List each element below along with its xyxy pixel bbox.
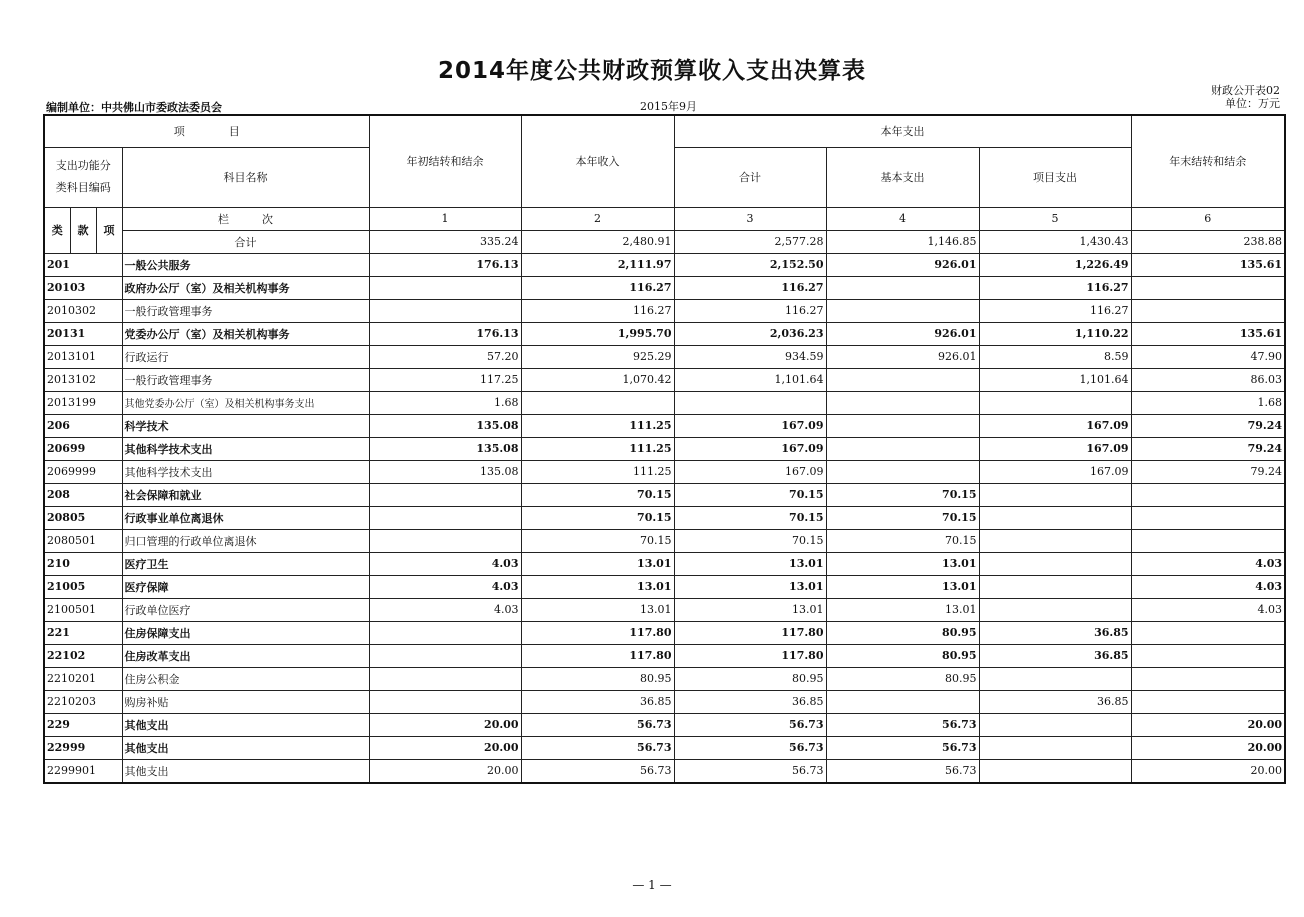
- row-value: [1131, 667, 1285, 690]
- row-value: 47.90: [1131, 345, 1285, 368]
- budget-table: [43, 114, 1286, 784]
- row-code: 2299901: [44, 759, 122, 783]
- row-value: 167.09: [674, 414, 826, 437]
- row-code: 20699: [44, 437, 122, 460]
- header-subject-name: 科目名称: [122, 147, 369, 207]
- col-num: 1: [369, 207, 521, 230]
- row-value: 116.27: [674, 276, 826, 299]
- row-code: 2210203: [44, 690, 122, 713]
- row-value: 70.15: [826, 483, 979, 506]
- row-value: 176.13: [369, 253, 521, 276]
- row-value: 20.00: [1131, 759, 1285, 783]
- row-value: 1.68: [1131, 391, 1285, 414]
- total-value: 238.88: [1131, 230, 1285, 253]
- row-value: 13.01: [826, 598, 979, 621]
- row-value: [826, 276, 979, 299]
- row-value: 36.85: [979, 690, 1131, 713]
- row-value: [826, 460, 979, 483]
- row-code: 210: [44, 552, 122, 575]
- row-value: [369, 667, 521, 690]
- col-num: 6: [1131, 207, 1285, 230]
- row-value: [979, 506, 1131, 529]
- row-value: [1131, 506, 1285, 529]
- row-value: [826, 391, 979, 414]
- row-value: 117.25: [369, 368, 521, 391]
- row-value: 56.73: [674, 713, 826, 736]
- total-value: 335.24: [369, 230, 521, 253]
- row-value: 13.01: [674, 598, 826, 621]
- row-value: 4.03: [1131, 598, 1285, 621]
- col-num: 4: [826, 207, 979, 230]
- row-value: 80.95: [826, 667, 979, 690]
- row-value: 167.09: [979, 414, 1131, 437]
- row-value: 116.27: [979, 276, 1131, 299]
- row-value: 20.00: [369, 736, 521, 759]
- row-code: 2013199: [44, 391, 122, 414]
- row-value: [826, 368, 979, 391]
- row-value: 135.61: [1131, 322, 1285, 345]
- table-row: [44, 506, 1285, 529]
- row-code: 2210201: [44, 667, 122, 690]
- row-subject-name: 行政运行: [122, 345, 369, 368]
- row-code: 2013101: [44, 345, 122, 368]
- row-code: 20805: [44, 506, 122, 529]
- table-row: [44, 529, 1285, 552]
- row-subject-name: 其他科学技术支出: [122, 437, 369, 460]
- table-row: [44, 667, 1285, 690]
- page-number: — 1 —: [632, 878, 672, 892]
- row-value: 167.09: [979, 460, 1131, 483]
- row-value: 116.27: [674, 299, 826, 322]
- row-value: 1,226.49: [979, 253, 1131, 276]
- row-code: 2100501: [44, 598, 122, 621]
- row-subject-name: 其他支出: [122, 713, 369, 736]
- row-value: 1,101.64: [979, 368, 1131, 391]
- row-value: 56.73: [826, 736, 979, 759]
- total-value: 2,480.91: [521, 230, 674, 253]
- table-row: [44, 759, 1285, 783]
- table-row: [44, 414, 1285, 437]
- total-value: 1,430.43: [979, 230, 1131, 253]
- form-code: 财政公开表02: [1211, 84, 1280, 97]
- row-value: [1131, 299, 1285, 322]
- table-body: [44, 115, 1285, 783]
- row-value: 13.01: [826, 575, 979, 598]
- row-value: [979, 598, 1131, 621]
- row-value: 80.95: [826, 644, 979, 667]
- row-value: 13.01: [826, 552, 979, 575]
- row-value: 2,152.50: [674, 253, 826, 276]
- row-value: [521, 391, 674, 414]
- row-value: 56.73: [521, 713, 674, 736]
- row-value: 36.85: [979, 621, 1131, 644]
- row-code: 201: [44, 253, 122, 276]
- row-value: 4.03: [369, 575, 521, 598]
- row-value: 926.01: [826, 322, 979, 345]
- table-row: [44, 621, 1285, 644]
- col-num: 3: [674, 207, 826, 230]
- row-subject-name: 住房保障支出: [122, 621, 369, 644]
- row-value: 167.09: [674, 460, 826, 483]
- row-subject-name: 社会保障和就业: [122, 483, 369, 506]
- row-value: 925.29: [521, 345, 674, 368]
- header-func-code: 支出功能分类科目编码: [44, 147, 122, 207]
- row-code: 2080501: [44, 529, 122, 552]
- row-value: 117.80: [674, 621, 826, 644]
- row-value: [369, 529, 521, 552]
- row-subject-name: 党委办公厅（室）及相关机构事务: [122, 322, 369, 345]
- row-value: [674, 391, 826, 414]
- row-subject-name: 政府办公厅（室）及相关机构事务: [122, 276, 369, 299]
- row-value: [979, 529, 1131, 552]
- row-value: 79.24: [1131, 437, 1285, 460]
- header-closing: 年末结转和结余: [1131, 115, 1285, 207]
- row-value: [979, 483, 1131, 506]
- row-value: 2,111.97: [521, 253, 674, 276]
- row-value: 135.08: [369, 437, 521, 460]
- table-row: [44, 322, 1285, 345]
- row-subject-name: 行政单位医疗: [122, 598, 369, 621]
- row-value: [826, 437, 979, 460]
- table-row: [44, 575, 1285, 598]
- table-row: [44, 690, 1285, 713]
- row-value: 111.25: [521, 414, 674, 437]
- row-value: 56.73: [674, 759, 826, 783]
- header-item: 项 目: [44, 115, 369, 147]
- row-value: [369, 276, 521, 299]
- row-value: 135.08: [369, 460, 521, 483]
- row-value: 13.01: [521, 575, 674, 598]
- row-value: 926.01: [826, 345, 979, 368]
- row-subject-name: 其他支出: [122, 759, 369, 783]
- header-lei: 类: [44, 207, 70, 253]
- row-value: 13.01: [674, 552, 826, 575]
- row-value: 20.00: [1131, 736, 1285, 759]
- row-value: 80.95: [674, 667, 826, 690]
- row-value: 8.59: [979, 345, 1131, 368]
- row-value: [826, 299, 979, 322]
- table-row: [44, 437, 1285, 460]
- row-value: [369, 644, 521, 667]
- row-subject-name: 行政事业单位离退休: [122, 506, 369, 529]
- row-value: 20.00: [1131, 713, 1285, 736]
- header-expense-group: 本年支出: [674, 115, 1131, 147]
- col-num: 5: [979, 207, 1131, 230]
- row-value: 70.15: [826, 506, 979, 529]
- row-code: 20131: [44, 322, 122, 345]
- row-value: 70.15: [674, 483, 826, 506]
- row-value: 4.03: [369, 598, 521, 621]
- total-value: 2,577.28: [674, 230, 826, 253]
- row-value: 176.13: [369, 322, 521, 345]
- row-code: 20103: [44, 276, 122, 299]
- header-income: 本年收入: [521, 115, 674, 207]
- row-value: 4.03: [369, 552, 521, 575]
- row-value: 4.03: [1131, 575, 1285, 598]
- row-value: 135.61: [1131, 253, 1285, 276]
- header-total: 合计: [674, 147, 826, 207]
- row-value: 80.95: [521, 667, 674, 690]
- row-value: [1131, 276, 1285, 299]
- row-value: [369, 690, 521, 713]
- row-value: 116.27: [521, 299, 674, 322]
- table-row: [44, 736, 1285, 759]
- row-value: 56.73: [521, 759, 674, 783]
- row-value: 135.08: [369, 414, 521, 437]
- table-row: [44, 368, 1285, 391]
- row-value: 116.27: [521, 276, 674, 299]
- row-code: 22102: [44, 644, 122, 667]
- unit-label: 单位：万元: [1225, 97, 1280, 110]
- row-value: 79.24: [1131, 460, 1285, 483]
- col-num: 2: [521, 207, 674, 230]
- row-subject-name: 科学技术: [122, 414, 369, 437]
- row-value: 36.85: [521, 690, 674, 713]
- row-value: 70.15: [826, 529, 979, 552]
- row-value: [369, 621, 521, 644]
- row-subject-name: 医疗卫生: [122, 552, 369, 575]
- row-value: 20.00: [369, 713, 521, 736]
- row-value: [979, 667, 1131, 690]
- row-value: 117.80: [521, 644, 674, 667]
- header-opening: 年初结转和结余: [369, 115, 521, 207]
- header-xiang: 项: [96, 207, 122, 253]
- row-value: 117.80: [674, 644, 826, 667]
- row-value: [1131, 621, 1285, 644]
- row-value: 117.80: [521, 621, 674, 644]
- row-value: 4.03: [1131, 552, 1285, 575]
- row-subject-name: 医疗保障: [122, 575, 369, 598]
- row-value: 1.68: [369, 391, 521, 414]
- total-label: 合计: [122, 230, 369, 253]
- row-code: 22999: [44, 736, 122, 759]
- row-value: 70.15: [674, 529, 826, 552]
- row-value: [369, 506, 521, 529]
- row-value: [826, 414, 979, 437]
- row-value: 36.85: [979, 644, 1131, 667]
- page-title: 2014年度公共财政预算收入支出决算表: [437, 58, 866, 84]
- row-subject-name: 其他党委办公厅（室）及相关机构事务支出: [122, 391, 369, 414]
- row-value: [1131, 529, 1285, 552]
- table-row: [44, 276, 1285, 299]
- table-row: [44, 345, 1285, 368]
- row-value: [1131, 690, 1285, 713]
- table-row: [44, 460, 1285, 483]
- row-value: 111.25: [521, 437, 674, 460]
- row-value: 13.01: [521, 552, 674, 575]
- table-row: [44, 644, 1285, 667]
- row-value: 86.03: [1131, 368, 1285, 391]
- table-row: [44, 391, 1285, 414]
- row-code: 229: [44, 713, 122, 736]
- header-kuan: 款: [70, 207, 96, 253]
- row-code: 221: [44, 621, 122, 644]
- row-value: [979, 713, 1131, 736]
- row-value: 56.73: [521, 736, 674, 759]
- row-value: [979, 552, 1131, 575]
- table-row: [44, 713, 1285, 736]
- row-value: [979, 759, 1131, 783]
- row-subject-name: 住房公积金: [122, 667, 369, 690]
- form-code-block: [1211, 84, 1280, 110]
- row-value: 1,070.42: [521, 368, 674, 391]
- row-value: 926.01: [826, 253, 979, 276]
- row-value: 79.24: [1131, 414, 1285, 437]
- row-value: 1,995.70: [521, 322, 674, 345]
- row-value: 167.09: [979, 437, 1131, 460]
- row-value: 2,036.23: [674, 322, 826, 345]
- row-value: [826, 690, 979, 713]
- header-basic: 基本支出: [826, 147, 979, 207]
- row-value: [979, 736, 1131, 759]
- row-value: [369, 299, 521, 322]
- table-row: [44, 483, 1285, 506]
- row-code: 208: [44, 483, 122, 506]
- row-subject-name: 归口管理的行政单位离退休: [122, 529, 369, 552]
- table-row: [44, 598, 1285, 621]
- row-value: 111.25: [521, 460, 674, 483]
- table-row: [44, 299, 1285, 322]
- row-code: 206: [44, 414, 122, 437]
- row-subject-name: 其他支出: [122, 736, 369, 759]
- row-code: 2069999: [44, 460, 122, 483]
- report-date: 2015年9月: [640, 100, 697, 113]
- row-value: 116.27: [979, 299, 1131, 322]
- header-project: 项目支出: [979, 147, 1131, 207]
- row-value: 70.15: [521, 529, 674, 552]
- row-subject-name: 住房改革支出: [122, 644, 369, 667]
- row-value: 56.73: [826, 759, 979, 783]
- row-value: 1,110.22: [979, 322, 1131, 345]
- row-code: 21005: [44, 575, 122, 598]
- row-subject-name: 一般行政管理事务: [122, 299, 369, 322]
- row-subject-name: 其他科学技术支出: [122, 460, 369, 483]
- total-row: [44, 230, 1285, 253]
- row-value: 70.15: [521, 506, 674, 529]
- table-row: [44, 552, 1285, 575]
- total-value: 1,146.85: [826, 230, 979, 253]
- row-value: 167.09: [674, 437, 826, 460]
- row-value: 56.73: [674, 736, 826, 759]
- header-col-label: 栏 次: [122, 207, 369, 230]
- row-value: 70.15: [521, 483, 674, 506]
- row-subject-name: 一般公共服务: [122, 253, 369, 276]
- row-value: 36.85: [674, 690, 826, 713]
- row-value: 13.01: [674, 575, 826, 598]
- row-value: [979, 575, 1131, 598]
- row-value: 56.73: [826, 713, 979, 736]
- row-value: 70.15: [674, 506, 826, 529]
- row-value: 1,101.64: [674, 368, 826, 391]
- row-code: 2013102: [44, 368, 122, 391]
- row-value: [1131, 483, 1285, 506]
- row-value: 20.00: [369, 759, 521, 783]
- row-value: [1131, 644, 1285, 667]
- row-code: 2010302: [44, 299, 122, 322]
- row-value: 934.59: [674, 345, 826, 368]
- row-subject-name: 一般行政管理事务: [122, 368, 369, 391]
- row-value: 57.20: [369, 345, 521, 368]
- compiling-unit: 编制单位：中共佛山市委政法委员会: [46, 101, 222, 114]
- row-value: [979, 391, 1131, 414]
- row-value: 80.95: [826, 621, 979, 644]
- row-value: 13.01: [521, 598, 674, 621]
- row-subject-name: 购房补贴: [122, 690, 369, 713]
- table-row: [44, 253, 1285, 276]
- row-value: [369, 483, 521, 506]
